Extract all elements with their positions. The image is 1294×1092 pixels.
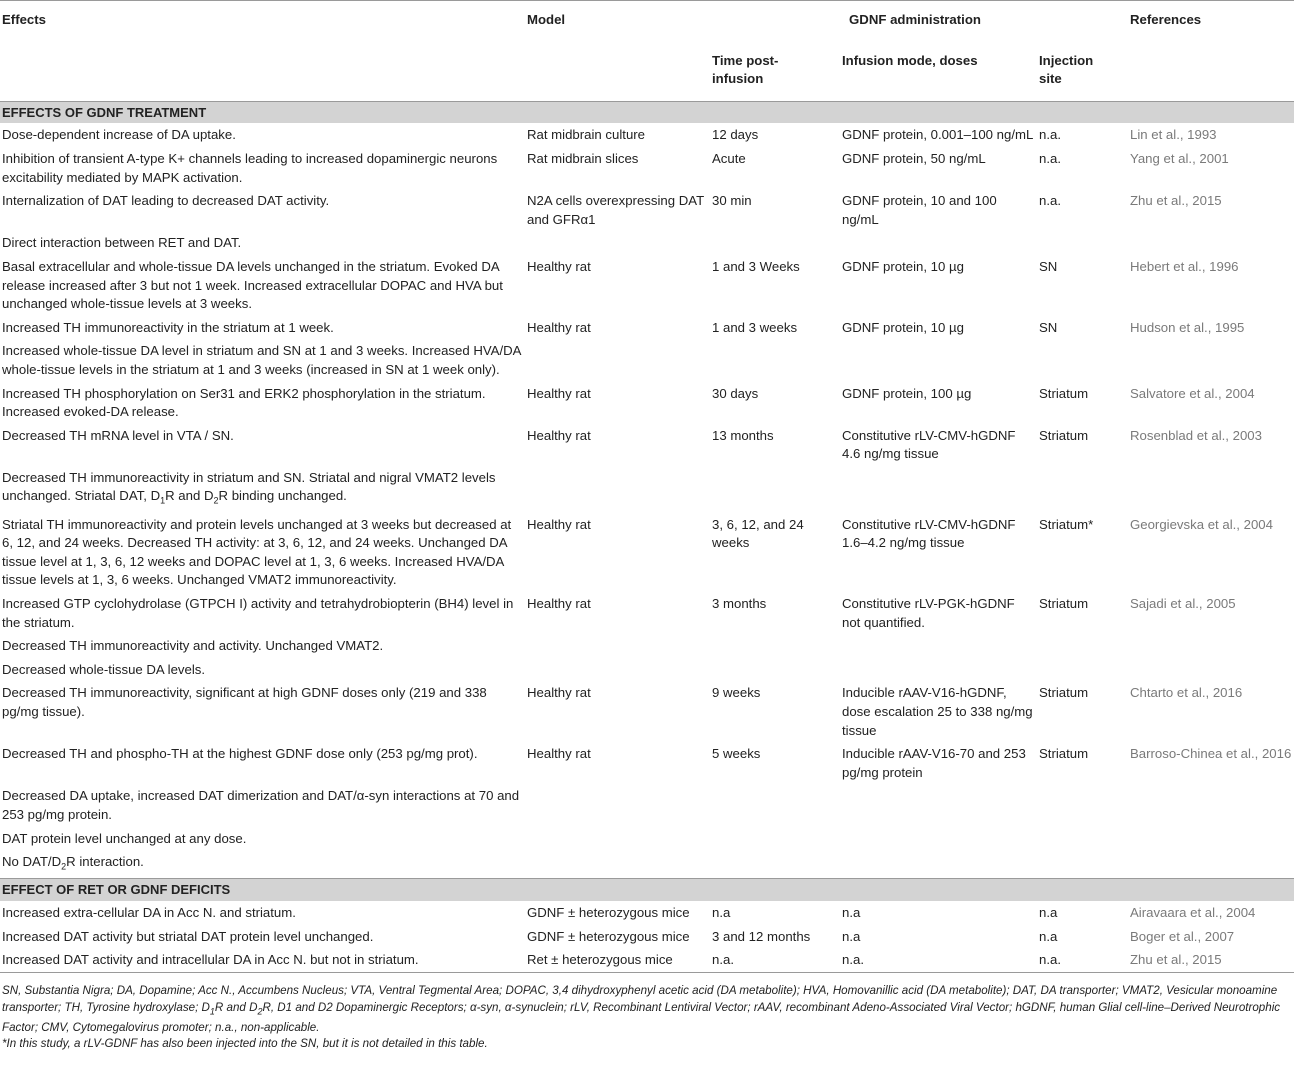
table-body [0,101,1294,972]
cell-injection-site [1037,231,1120,255]
cell-model [525,827,710,851]
cell-time [710,827,840,851]
table-row [0,850,1294,879]
cell-reference [1120,339,1294,381]
cell-model [525,466,710,513]
header-gdnf-administration: GDNF administration [849,12,981,27]
cell-infusion [840,231,1037,255]
cell-reference: Hudson et al., 1995 [1130,319,1245,335]
cell-reference: Chtarto et al., 2016 [1130,685,1243,701]
table-row [0,382,1294,424]
cell-injection-site: SN [1039,258,1058,274]
cell-infusion: Constitutive rLV-PGK-hGDNF not quantified. [842,596,1015,630]
cell-time: 3, 6, 12, and 24 weeks [712,516,804,551]
cell-model: Healthy rat [527,385,591,401]
cell-reference: Rosenblad et al., 2003 [1130,427,1262,443]
table-header [0,1,1294,102]
cell-time: n.a [712,905,731,921]
cell-time [710,634,840,658]
cell-model: Healthy rat [527,319,591,335]
table-row [0,925,1294,949]
table-row [0,316,1294,340]
footnote-note: *In this study, a rLV-GDNF has also been injected into the SN, but it is not detailed in this table. [2,1037,488,1051]
cell-model: Healthy rat [527,746,591,762]
cell-infusion: n.a [842,905,861,921]
cell-injection-site: SN [1039,319,1058,335]
cell-infusion: GDNF protein, 10 µg [842,319,964,335]
cell-effect: Increased DAT activity and intracellular DA in Acc N. but not in striatum. [0,948,525,972]
cell-reference [1120,658,1294,682]
cell-model: Ret ± heterozygous mice [525,948,710,972]
cell-infusion [840,658,1037,682]
cell-model [525,339,710,381]
cell-model: Healthy rat [527,516,591,532]
cell-reference: Airavaara et al., 2004 [1130,905,1256,921]
cell-effect: Internalization of DAT leading to decreased DAT activity. [2,193,330,209]
cell-reference [1120,231,1294,255]
cell-model: Healthy rat [527,258,591,274]
table-row [0,123,1294,147]
cell-injection-site [1037,339,1120,381]
cell-time: 9 weeks [712,685,761,701]
cell-reference [1120,634,1294,658]
cell-effect: No DAT/$D_2R$ interaction. [2,854,144,872]
table-footnotes [2,983,1290,1053]
header-infusion: Infusion mode, doses [842,52,978,68]
cell-reference: Sajadi et al., 2005 [1130,596,1236,612]
cell-effect: Increased extra-cellular DA in Acc N. and striatum. [2,905,296,921]
table-row [0,231,1294,255]
table-row [0,784,1294,826]
cell-injection-site: n.a [1039,905,1058,921]
cell-reference: Zhu et al., 2015 [1130,193,1222,209]
cell-effect: Dose-dependent increase of DA uptake. [2,127,236,143]
cell-reference: Zhu et al., 2015 [1120,948,1294,972]
cell-time: 3 and 12 months [712,928,811,944]
cell-time: 30 days [712,385,759,401]
cell-injection-site [1037,634,1120,658]
header-model: Model [527,12,566,27]
cell-reference [1120,850,1294,879]
cell-reference [1120,784,1294,826]
cell-time [710,466,840,513]
header-site: Injection site [1039,52,1094,87]
cell-model [525,231,710,255]
cell-infusion [840,339,1037,381]
header-time: Time post-infusion [712,52,779,87]
table-row [0,901,1294,925]
cell-model [525,784,710,826]
cell-model: Rat midbrain slices [527,150,639,166]
cell-effect: Decreased TH immunoreactivity in striatum and SN. Striatal and nigral VMAT2 levels unchanged. Striatal DAT, $D_1R$ and $D_2R$ binding unchanged. [2,469,496,507]
cell-effect: Basal extracellular and whole-tissue DA levels unchanged in the striatum. Evoked DA release increased after 3 but not 1 week. Increased extracellular DOPAC and HVA but unchanged whole-tissue levels at 3 weeks. [2,258,503,312]
cell-time: n.a. [710,948,840,972]
table-row [0,339,1294,381]
cell-reference: Boger et al., 2007 [1130,928,1235,944]
cell-effect: Decreased TH and phospho-TH at the highest GDNF dose only (253 pg/mg prot). [2,746,478,762]
cell-injection-site: Striatum [1039,596,1089,612]
cell-effect: Decreased TH immunoreactivity, significant at high GDNF doses only (219 and 338 pg/mg tissue). [2,685,487,720]
cell-infusion: Constitutive rLV-CMV-hGDNF 4.6 ng/mg tissue [842,427,1016,462]
cell-time [710,339,840,381]
cell-time: 13 months [712,427,774,443]
section-header-row [0,101,1294,123]
table-row [0,827,1294,851]
table-row [0,424,1294,466]
cell-reference: Georgievska et al., 2004 [1130,516,1273,532]
cell-time: 3 months [712,596,767,612]
cell-infusion [840,784,1037,826]
header-effects: Effects [2,12,46,27]
cell-injection-site: n.a. [1039,127,1061,143]
cell-infusion: GDNF protein, 10 µg [842,258,964,274]
cell-model: N2A cells overexpressing DAT and GFRα1 [527,193,704,227]
table-row [0,742,1294,784]
table-row [0,634,1294,658]
cell-effect: DAT protein level unchanged at any dose. [2,830,247,846]
cell-effect: Increased TH immunoreactivity in the striatum at 1 week. [2,319,334,335]
table-row [0,948,1294,972]
cell-reference: Lin et al., 1993 [1130,127,1217,143]
table-row [0,466,1294,513]
table-row [0,147,1294,189]
cell-reference: Salvatore et al., 2004 [1130,385,1255,401]
cell-reference: Barroso-Chinea et al., 2016 [1130,746,1292,762]
cell-effect: Decreased DA uptake, increased DAT dimerization and DAT/α-syn interactions at 70 and 253 pg/mg protein. [2,788,520,823]
table-row [0,513,1294,592]
cell-time: 12 days [712,127,759,143]
cell-injection-site: n.a. [1039,150,1061,166]
cell-model [525,634,710,658]
cell-infusion: GDNF protein, 50 ng/mL [842,150,986,166]
cell-infusion: Inducible rAAV-V16-70 and 253 pg/mg protein [842,746,1026,780]
cell-reference: Hebert et al., 1996 [1130,258,1239,274]
cell-model [525,850,710,879]
cell-effect: Decreased TH immunoreactivity and activity. Unchanged VMAT2. [2,638,384,654]
cell-effect: Increased DAT activity but striatal DAT protein level unchanged. [2,928,374,944]
cell-injection-site [1037,658,1120,682]
cell-reference [1120,827,1294,851]
cell-model: Rat midbrain culture [527,127,646,143]
table-row [0,681,1294,742]
cell-time [710,658,840,682]
cell-effect: Striatal TH immunoreactivity and protein levels unchanged at 3 weeks but decreased at 6, 12, and 24 weeks. Decreased TH activity: at 3, 6, 12, and 24 weeks. Unchanged DA tissue level at 1, 3, 6, 12 weeks and DOPAC level at 1, 3, 6 weeks. Increased HVA/DA tissue levels at 1, 3, 6 weeks. Unchanged VMAT2 immunoreactivity. [2,516,512,588]
cell-effect: Direct interaction between RET and DAT. [2,235,242,251]
table-row [0,255,1294,316]
cell-injection-site: Striatum [1039,685,1089,701]
cell-injection-site: Striatum [1039,427,1089,443]
cell-infusion: GDNF protein, 0.001–100 ng/mL [842,127,1034,143]
cell-injection-site [1037,827,1120,851]
cell-infusion: GDNF protein, 100 µg [842,385,972,401]
cell-time: 1 and 3 Weeks [712,258,800,274]
cell-time: 1 and 3 weeks [712,319,798,335]
table-row [0,658,1294,682]
cell-injection-site: Striatum [1039,746,1089,762]
cell-effect: Decreased whole-tissue DA levels. [2,661,206,677]
table-row [0,189,1294,231]
cell-model [525,658,710,682]
cell-infusion [840,466,1037,513]
cell-infusion [840,850,1037,879]
cell-injection-site: n.a [1039,928,1058,944]
section-header-row [0,879,1294,901]
cell-model: Healthy rat [527,685,591,701]
cell-effect: Increased whole-tissue DA level in striatum and SN at 1 and 3 weeks. Increased HVA/DA whole-tissue levels in the striatum at 1 and 3 weeks (increased in SN at 1 week only). [2,343,521,377]
cell-infusion: Constitutive rLV-CMV-hGDNF 1.6–4.2 ng/mg tissue [842,516,1016,551]
cell-infusion: n.a. [840,948,1037,972]
cell-injection-site [1037,850,1120,879]
cell-injection-site [1037,784,1120,826]
cell-model: Healthy rat [527,596,591,612]
cell-reference [1120,466,1294,513]
cell-infusion: GDNF protein, 10 and 100 ng/mL [842,193,997,227]
cell-infusion: n.a [842,928,861,944]
table-row [0,592,1294,634]
cell-time [710,784,840,826]
cell-time: 5 weeks [712,746,761,762]
cell-effect: Decreased TH mRNA level in VTA / SN. [2,427,234,443]
cell-time [710,231,840,255]
cell-infusion: Inducible rAAV-V16-hGDNF, dose escalation 25 to 338 ng/mg tissue [842,685,1033,738]
cell-infusion [840,827,1037,851]
header-references: References [1130,12,1202,27]
cell-model: Healthy rat [527,427,591,443]
cell-injection-site: Striatum* [1039,516,1094,532]
cell-reference: Yang et al., 2001 [1130,150,1229,166]
cell-injection-site: n.a. [1037,948,1120,972]
cell-effect: Inhibition of transient A-type K+ channels leading to increased dopaminergic neurons excitability mediated by MAPK activation. [2,150,498,185]
footnote-abbreviations: SN, Substantia Nigra; DA, Dopamine; Acc N., Accumbens Nucleus; VTA, Ventral Tegmental Area; DOPAC, 3,4 dihydroxyphenyl acetic acid (DA metabolite); HVA, Homovanillic acid (DA metabolite); DAT, DA transporter; VMAT2, Vesicular monoamine transporter; TH, Tyrosine hydroxylase; $D_1R$ and $D_2R$, D1 and D2 Dopaminergic Receptors; α-syn, α-synuclein; rLV, Recombinant Lentiviral Vector; rAAV, recombinant Adeno-Associated Viral Vector; hGDNF, human Glial cell-line–Derived Neurotrophic Factor; CMV, Cytomegalovirus promoter; n.a., non-applicable. [2,984,1281,1034]
cell-time: 30 min [712,193,752,209]
cell-model: GDNF ± heterozygous mice [527,928,690,944]
cell-effect: Increased GTP cyclohydrolase (GTPCH I) activity and tetrahydrobiopterin (BH4) level in the striatum. [2,596,514,630]
cell-time [710,850,840,879]
cell-effect: Increased TH phosphorylation on Ser31 and ERK2 phosphorylation in the striatum. Increased evoked-DA release. [2,385,486,420]
cell-injection-site: Striatum [1039,385,1089,401]
cell-injection-site: n.a. [1039,193,1061,209]
cell-time: Acute [712,150,746,166]
cell-injection-site [1037,466,1120,513]
cell-infusion [840,634,1037,658]
cell-model: GDNF ± heterozygous mice [527,905,690,921]
section-title: EFFECT OF RET OR GDNF DEFICITS [0,879,1294,901]
section-title: EFFECTS OF GDNF TREATMENT [0,101,1294,123]
